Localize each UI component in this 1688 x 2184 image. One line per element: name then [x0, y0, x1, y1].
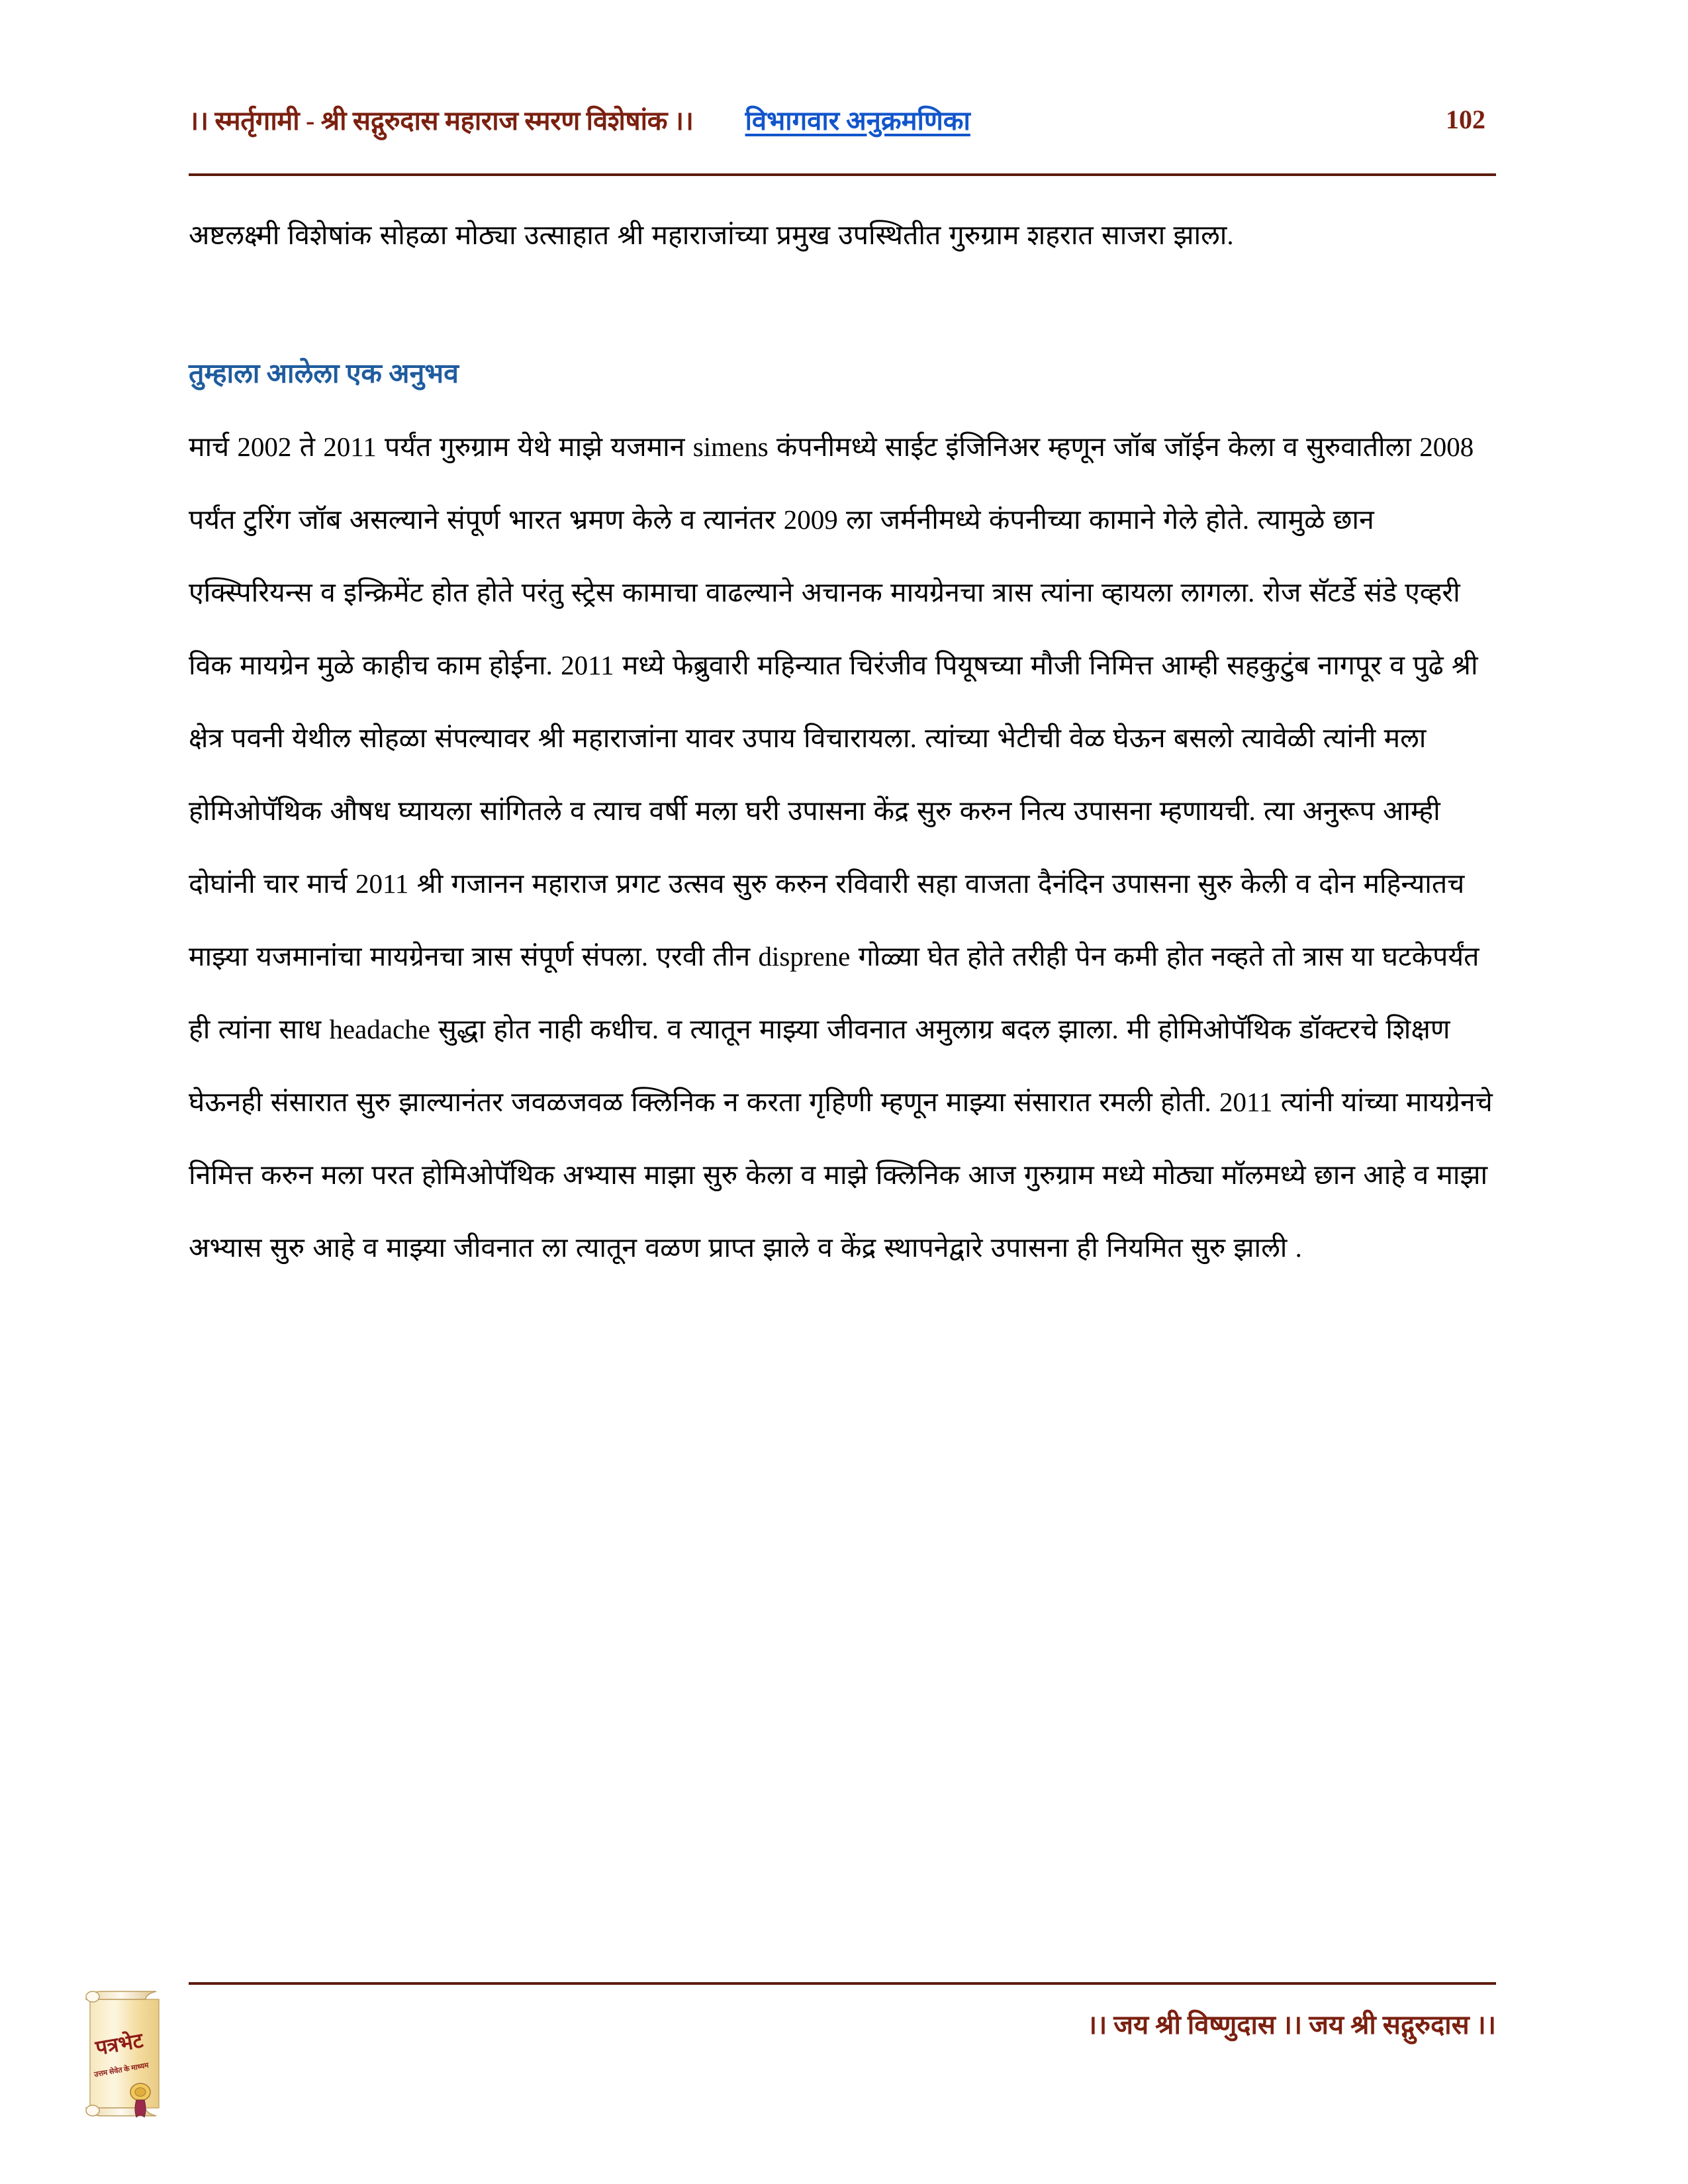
body-paragraph: मार्च 2002 ते 2011 पर्यंत गुरुग्राम येथे माझे यजमान simens कंपनीमध्ये साईट इंजिनिअर म्हणून जॉब जॉईन केला व सुरुवातीला 2008 पर्यंत टुरिंग जॉब असल्याने संपूर्ण भारत भ्रमण केले व त्यानंतर 2009 ला जर्मनीमध्ये कंपनीच्या कामाने गेले होते. त्यामुळे छान एक्स्पिरियन्स व इन्क्रिमेंट होत होते परंतु स्ट्रेस कामाचा वाढल्याने अचानक मायग्रेनचा त्रास त्यांना व्हायला लागला. रोज सॅटर्डे संडे एव्हरी विक मायग्रेन मुळे काहीच काम होईना. 2011 मध्ये फेब्रुवारी महिन्यात चिरंजीव पियूषच्या मौजी निमित्त आम्ही सहकुटुंब नागपूर व पुढे श्री क्षेत्र पवनी येथील सोहळा संपल्यावर श्री महाराजांना यावर उपाय विचारायला. त्यांच्या भेटीची वेळ घेऊन बसलो त्यावेळी त्यांनी मला होमिओपॅथिक औषध घ्यायला सांगितले व त्याच वर्षी मला घरी उपासना केंद्र सुरु करुन नित्य उपासना म्हणायची. त्या अनुरूप आम्ही दोघांनी चार मार्च 2011 श्री गजानन महाराज प्रगट उत्सव सुरु करुन रविवारी सहा वाजता दैनंदिन उपासना सुरु केली व दोन महिन्यातच माझ्या यजमानांचा मायग्रेनचा त्रास संपूर्ण संपला. एरवी तीन disprene गोळ्या घेत होते तरीही पेन कमी होत नव्हते तो त्रास या घटकेपर्यंत ही त्यांना साध headache सुद्धा होत नाही कधीच. व त्यातून माझ्या जीवनात अमुलाग्र बदल झाला. मी होमिओपॅथिक डॉक्टरचे शिक्षण घेऊनही संसारात सुरु झाल्यानंतर जवळजवळ क्लिनिक न करता गृहिणी म्हणून माझ्या संसारात रमली होती. 2011 त्यांनी यांच्या मायग्रेनचे निमित्त करुन मला परत होमिओपॅथिक अभ्यास माझा सुरु केला व माझे क्लिनिक आज गुरुग्राम मध्ये मोठ्या मॉलमध्ये छान आहे व माझा अभ्यास सुरु आहे व माझ्या जीवनात ला त्यातून वळण प्राप्त झाले व केंद्र स्थापनेद्वारे उपासना ही नियमित सुरु झाली . [189, 432, 1493, 1263]
footer-blessing: ।। जय श्री विष्णुदास ।। जय श्री सद्गुरुदास ।। [1086, 2010, 1496, 2040]
footer-divider [189, 1982, 1496, 1985]
header-title: ।। स्मर्तृगामी - श्री सद्गुरुदास महाराज स्मरण विशेषांक ।। [189, 105, 694, 136]
page-header [189, 93, 1496, 146]
section-heading: तुम्हाला आलेला एक अनुभव [189, 358, 459, 388]
header-divider [189, 173, 1496, 176]
patrabhet-scroll-logo[interactable] [79, 1982, 179, 2124]
page-content [189, 199, 1499, 1284]
paragraph-spacer [189, 271, 1499, 349]
svg-text:पत्रभेट: पत्रभेट [93, 2028, 145, 2060]
intro-paragraph: अष्टलक्ष्मी विशेषांक सोहळा मोठ्या उत्साहात श्री महाराजांच्या प्रमुख उपस्थितीत गुरुग्राम शहरात साजरा झाला. [189, 220, 1234, 250]
svg-text:उत्तम सेवेत के माध्यम: उत्तम सेवेत के माध्यम [93, 2061, 150, 2079]
page-number: 102 [1446, 104, 1485, 134]
scroll-icon [79, 1982, 179, 2124]
section-index-link[interactable]: विभागवार अनुक्रमणिका [745, 105, 970, 136]
